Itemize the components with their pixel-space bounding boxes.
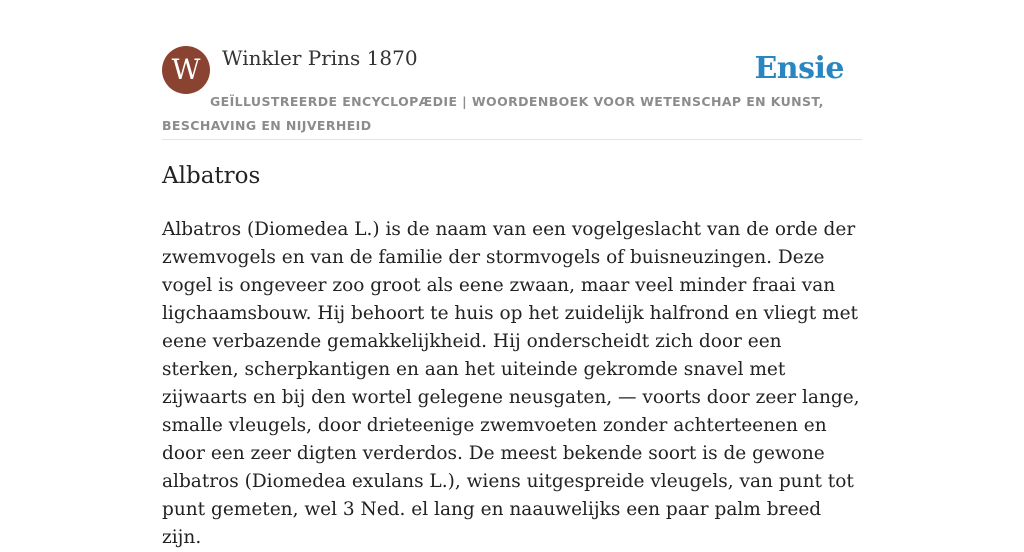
entry-title: Albatros (162, 163, 261, 189)
source-subtitle: GEÏLLUSTREERDE ENCYCLOPÆDIE | WOORDENBOEK VOOR WETENSCHAP EN KUNST, BESCHAVING EN NIJVERHEID (162, 94, 824, 133)
source-avatar[interactable]: W (162, 46, 210, 94)
ensie-logo[interactable]: Ensie (754, 51, 844, 86)
entry-body: Albatros (Diomedea L.) is de naam van een vogelgeslacht van de orde der zwemvogels en van de familie der stormvogels of buisneuzingen. Deze vogel is ongeveer zoo groot als eene zwaan, maar veel minder fraai van ligchaamsbouw. Hij behoort te huis op het zuidelijk halfrond en vliegt met eene verbazende gemakkelijkheid. Hij onderscheidt zich door een sterken, scherpkantigen en aan het uiteinde gekromde snavel met zijwaarts en bij den wortel gelegene neusgaten, — voorts door zeer lange, smalle vleugels, door drieteenige zwemvoeten zonder achterteenen en door een zeer digten verderdos. De meest bekende soort is de gewone albatros (Diomedea exulans L.), wiens uitgespreide vleugels, van punt tot punt gemeten, wel 3 Ned. el lang en naauwelijks een paar palm breed zijn. (162, 219, 860, 548)
header-divider (162, 139, 862, 140)
source-title[interactable]: Winkler Prins 1870 (222, 46, 418, 70)
